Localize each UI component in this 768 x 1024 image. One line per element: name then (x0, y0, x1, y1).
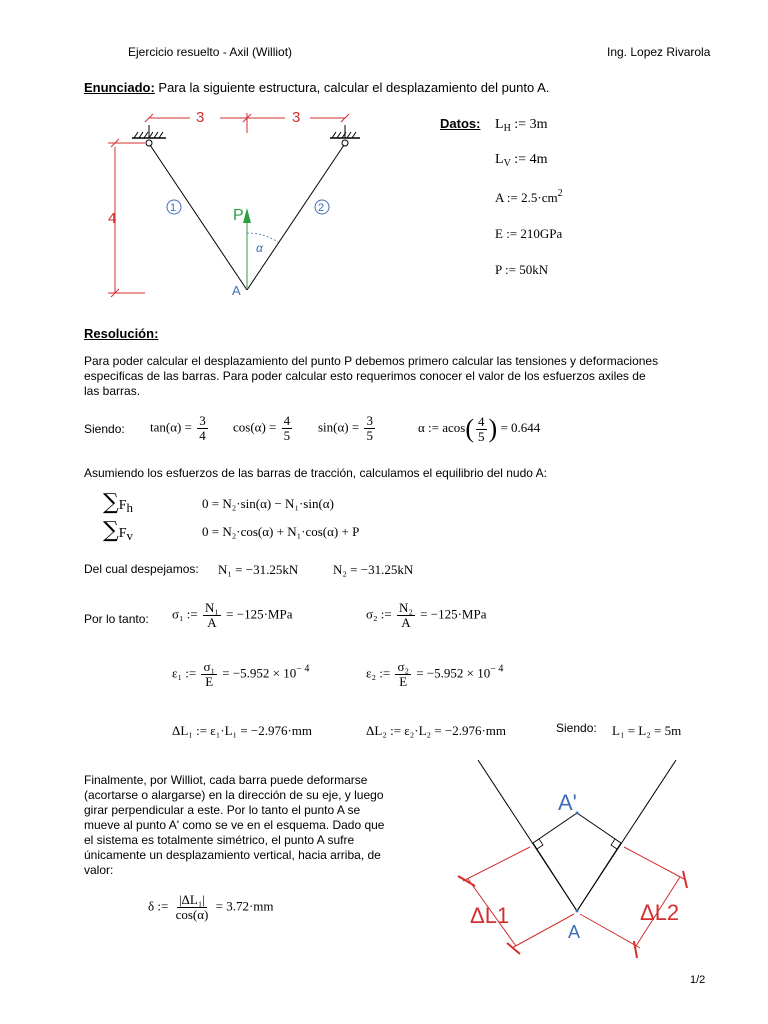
sin-eq: sin(α) = $\frac{3}{5}$ (318, 413, 373, 443)
despeje-label: Del cual despejamos: (84, 562, 199, 576)
angle-label: α (256, 241, 263, 255)
length-eq: L₁ = L₂ = 5m (612, 723, 682, 738)
dim-left-label: 3 (196, 109, 205, 126)
n2-result: N₂ = −31.25kN (333, 562, 414, 577)
assume-text: Asumiendo los esfuerzos de las barras de tracción, calculamos el equilibrio del nudo A: (84, 466, 547, 480)
structure-figure (100, 105, 360, 305)
williot-a: A (568, 922, 581, 942)
sigma1-eq: σ₁ := $\frac{\text{N₁}}{A}$ = −125·MPa (172, 600, 293, 630)
tan-eq: tan(α) = $\frac{3}{4}$ (150, 413, 206, 443)
dim-height-label: 4 (108, 210, 117, 227)
dl2-eq: ΔL₂ := ε₂·L₂ = −2.976·mm (366, 723, 507, 738)
page-number: 1/2 (690, 974, 706, 986)
delta-eq: δ := $\frac{\text{|ΔL₁|}}{\cos(\alpha)}$ = 3.72·mm (148, 892, 274, 922)
document-title: Ejercicio resuelto - Axil (Williot) (128, 45, 293, 59)
resolution-intro: Para poder calcular el desplazamiento del punto P debemos primero calcular las tensiones y deformaciones especificas de las barras. Para poder calcular esto requerimos conocer el valor de los esfuerzos axiles de las barras. (84, 354, 659, 398)
siendo2-label: Siendo: (556, 721, 597, 735)
right-support (330, 125, 360, 146)
epsilon1-eq: ε₁ := $\frac{\text{σ₁}}{E}$ = $-5.952 \times 10^{- 4}$ (172, 659, 310, 689)
fh-equation: 0 = N₂·sin(α) − N₁·sin(α) (202, 496, 334, 511)
siendo-label: Siendo: (84, 422, 125, 436)
bar-1-number: 1 (170, 202, 177, 214)
williot-dl2: ΔL2 (640, 900, 680, 925)
datos-lh: $L_H$ := 3m (495, 117, 548, 134)
datos-area: A := $2.5\cdot cm^2$ (495, 188, 563, 205)
sum-fh: $\sum F_h$ (103, 490, 134, 515)
node-label: A (232, 283, 241, 298)
williot-dl1: ΔL1 (470, 903, 510, 928)
bar-2 (247, 145, 344, 290)
final-text: Finalmente, por Williot, cada barra puede deformarse (acortarse o alargarse) en la dirección de su eje, y luego girar perpendicular a este. Por lo tanto el punto A se mueve al punto A' como se ve en el esquema. Dado que el sistema es totalmente simétrico, el punto A sufre únicamente un desplazamiento vertical, hacia arriba, de valor: (84, 773, 385, 877)
por-lo-tanto-label: Por lo tanto: (84, 612, 149, 626)
bar-2-number: 2 (318, 202, 325, 214)
alpha-eq: α := acos( $\frac{4}{5}$ ) = 0.644 (418, 413, 541, 444)
williot-a-prime: A' (558, 790, 577, 815)
sum-fv: $\sum F_v$ (103, 518, 134, 543)
load-arrow-head (243, 208, 251, 223)
statement-line (84, 80, 549, 95)
resolution-label: Resolución: (84, 326, 159, 341)
datos-e: E := 210GPa (495, 226, 563, 241)
williot-diagram (440, 755, 720, 970)
datos-lv: $L_V$ := 4m (495, 152, 548, 169)
statement-text: Para la siguiente estructura, calcular el desplazamiento del punto A. (158, 80, 550, 95)
dl1-eq: ΔL₁ := ε₁·L₁ = −2.976·mm (172, 723, 313, 738)
epsilon2-eq: ε₂ := $\frac{\text{σ₂}}{E}$ = $-5.952 \times 10^{- 4}$ (366, 659, 504, 689)
n1-result: N₁ = −31.25kN (218, 562, 299, 577)
fv-equation: 0 = N₂·cos(α) + N₁·cos(α) + P (202, 524, 360, 539)
cos-eq: cos(α) = $\frac{4}{5}$ (233, 413, 291, 443)
datos-label: Datos: (440, 116, 481, 131)
load-label: P (233, 207, 244, 224)
dim-right-label: 3 (292, 109, 301, 126)
document-author: Ing. Lopez Rivarola (607, 45, 711, 59)
sigma2-eq: σ₂ := $\frac{\text{N₂}}{A}$ = −125·MPa (366, 600, 487, 630)
statement-label: Enunciado: (84, 80, 155, 95)
datos-p: P := 50kN (495, 262, 549, 277)
